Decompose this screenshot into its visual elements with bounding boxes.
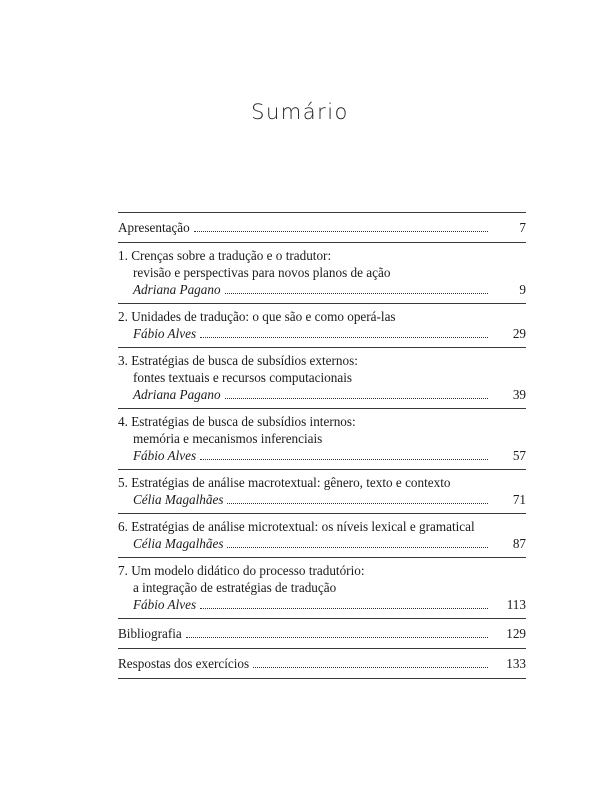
- dot-leader: [194, 231, 488, 232]
- toc-entry-chapter-2[interactable]: [118, 304, 526, 348]
- dot-leader: [186, 637, 488, 638]
- chapter-author: Adriana Pagano: [133, 282, 221, 297]
- dot-leader: [200, 608, 488, 609]
- chapter-author: Fábio Alves: [133, 448, 197, 463]
- toc-entry-chapter-1[interactable]: [118, 243, 526, 304]
- chapter-title-line: a integração de estratégias de tradução: [133, 580, 337, 595]
- toc-page-number: 71: [512, 492, 526, 507]
- chapter-title-line: 7. Um modelo didático do processo tradutório:: [118, 563, 365, 578]
- dot-leader: [225, 293, 488, 294]
- chapter-title-line: 2. Unidades de tradução: o que são e como operá-las: [118, 309, 396, 324]
- toc-page-number: 29: [512, 326, 526, 341]
- toc-page-number: 39: [512, 387, 526, 402]
- chapter-title-line: fontes textuais e recursos computacionais: [133, 370, 352, 385]
- dot-leader: [225, 398, 488, 399]
- dot-leader: [227, 503, 488, 504]
- chapter-title-line: 5. Estratégias de análise macrotextual: gênero, texto e contexto: [118, 475, 451, 490]
- chapter-title-line: 6. Estratégias de análise microtextual: os níveis lexical e gramatical: [118, 519, 475, 534]
- chapter-author: Célia Magalhães: [133, 536, 224, 551]
- toc-entry-label: Respostas dos exercícios: [118, 656, 250, 671]
- toc-entry-chapter-5[interactable]: [118, 470, 526, 514]
- page-title: Sumário: [251, 100, 349, 125]
- chapter-author: Fábio Alves: [133, 326, 197, 341]
- chapter-title-line: 1. Crenças sobre a tradução e o tradutor:: [118, 248, 332, 263]
- toc-entry-bibliography[interactable]: [118, 619, 526, 649]
- toc-entry-chapter-7[interactable]: [118, 558, 526, 619]
- dot-leader: [253, 667, 488, 668]
- toc-entry-chapter-3[interactable]: [118, 348, 526, 409]
- dot-leader: [200, 337, 488, 338]
- toc-entry-chapter-6[interactable]: [118, 514, 526, 558]
- table-of-contents: [118, 212, 526, 679]
- chapter-author: Fábio Alves: [133, 597, 197, 612]
- toc-entry-chapter-4[interactable]: [118, 409, 526, 470]
- toc-page-number: 129: [506, 626, 526, 641]
- toc-entry-label: Bibliografia: [118, 626, 182, 641]
- chapter-title-line: 3. Estratégias de busca de subsídios externos:: [118, 353, 358, 368]
- toc-entry-label: Apresentação: [118, 220, 190, 235]
- toc-entry-presentation[interactable]: [118, 213, 526, 243]
- chapter-author: Célia Magalhães: [133, 492, 224, 507]
- chapter-title-line: 4. Estratégias de busca de subsídios internos:: [118, 414, 356, 429]
- toc-page-number: 57: [512, 448, 526, 463]
- toc-entry-answers[interactable]: [118, 649, 526, 679]
- toc-page-number: 9: [519, 282, 526, 297]
- toc-page-number: 133: [506, 656, 526, 671]
- dot-leader: [227, 547, 488, 548]
- dot-leader: [200, 459, 488, 460]
- toc-page-number: 7: [519, 220, 526, 235]
- chapter-title-line: memória e mecanismos inferenciais: [133, 431, 323, 446]
- chapter-author: Adriana Pagano: [133, 387, 221, 402]
- toc-page-number: 113: [506, 597, 526, 612]
- toc-page-number: 87: [512, 536, 526, 551]
- chapter-title-line: revisão e perspectivas para novos planos de ação: [133, 265, 391, 280]
